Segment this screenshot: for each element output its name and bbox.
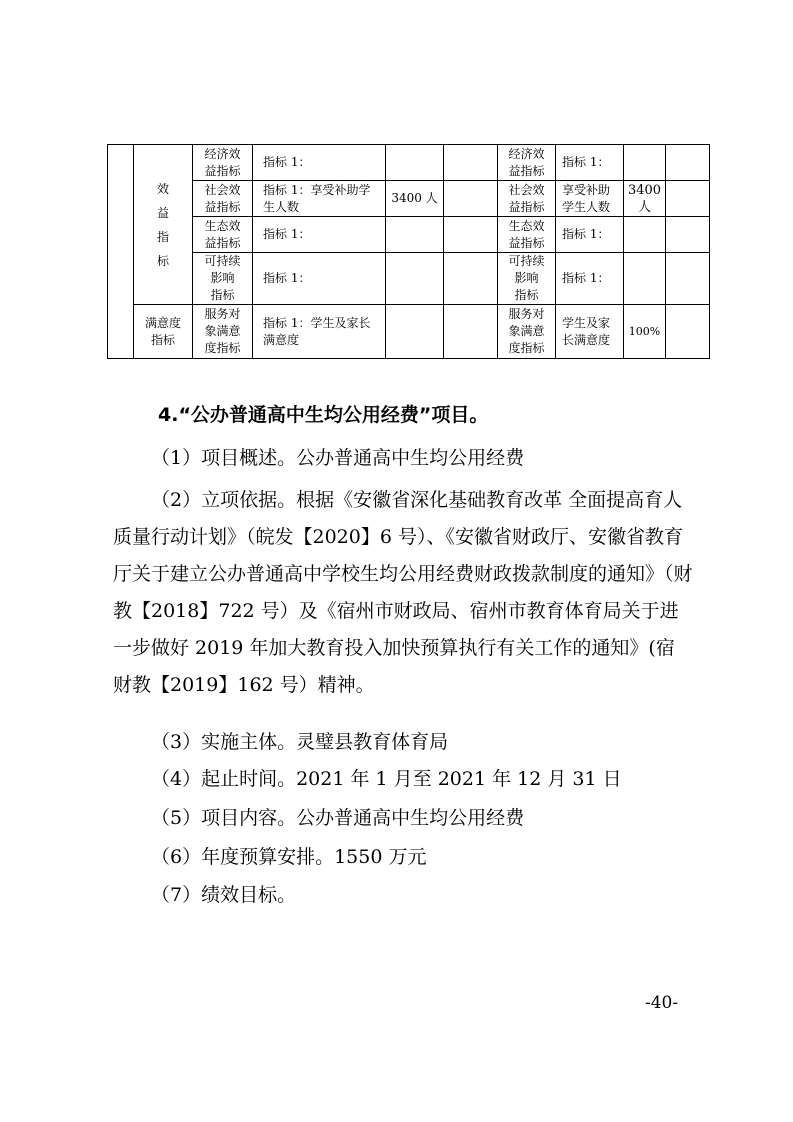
social-indicator: 指标 1：享受补助学 生人数 bbox=[253, 181, 386, 217]
blank-cell bbox=[666, 145, 710, 181]
economic-benefit-label-2: 经济效 益指标 bbox=[498, 145, 556, 181]
economic-value bbox=[386, 145, 444, 181]
satisfaction-indicator: 指标 1：学生及家长 满意度 bbox=[253, 305, 386, 359]
satisfaction-value-2: 100% bbox=[624, 305, 666, 359]
paragraph-executor: （3）实施主体。灵璧县教育体育局 bbox=[151, 731, 449, 753]
ecological-benefit-label-2: 生态效 益指标 bbox=[498, 217, 556, 253]
ecological-indicator-2: 指标 1： bbox=[556, 217, 624, 253]
blank-cell bbox=[444, 253, 498, 305]
sustainable-value bbox=[386, 253, 444, 305]
ecological-benefit-label: 生态效 益指标 bbox=[193, 217, 253, 253]
paragraph-period: （4）起止时间。2021 年 1 月至 2021 年 12 月 31 日 bbox=[151, 768, 622, 790]
economic-value-2 bbox=[624, 145, 666, 181]
paragraph-basis: （2）立项依据。根据《安徽省深化基础教育改革 全面提高育人质量行动计划》（皖发【2020】6 号）、《安徽省财政厅、安徽省教育厅关于建立公办普通高中学校生均公用经费财政拨款制度的通知》（财教【2018】722 号）及《宿州市财政局、宿州市教育体育局关于进一步做好 2019 年加大教育投入加快预算执行有关工作的通知》(宿财教【2019】162 号）精神。 bbox=[113, 489, 693, 696]
satisfaction-label-2: 服务对 象满意 度指标 bbox=[498, 305, 556, 359]
blank-cell bbox=[444, 305, 498, 359]
performance-indicator-table bbox=[107, 144, 710, 359]
ecological-value bbox=[386, 217, 444, 253]
sustainable-impact-label-2: 可持续 影响 指标 bbox=[498, 253, 556, 305]
satisfaction-indicator-2: 学生及家 长满意度 bbox=[556, 305, 624, 359]
blank-cell bbox=[666, 217, 710, 253]
economic-indicator-2: 指标 1： bbox=[556, 145, 624, 181]
sustainable-impact-label: 可持续 影响 指标 bbox=[193, 253, 253, 305]
social-indicator-2: 享受补助 学生人数 bbox=[556, 181, 624, 217]
sustainable-indicator-2: 指标 1： bbox=[556, 253, 624, 305]
benefit-indicator-category: 效 益 指 标 bbox=[134, 145, 193, 305]
satisfaction-value bbox=[386, 305, 444, 359]
blank-cell bbox=[444, 217, 498, 253]
economic-indicator: 指标 1： bbox=[253, 145, 386, 181]
social-benefit-label: 社会效 益指标 bbox=[193, 181, 253, 217]
ecological-value-2 bbox=[624, 217, 666, 253]
satisfaction-indicator-category: 满意度 指标 bbox=[134, 305, 193, 359]
blank-cell bbox=[444, 181, 498, 217]
blank-cell bbox=[444, 145, 498, 181]
paragraph-goals: （7）绩效目标。 bbox=[151, 884, 297, 906]
paragraph-overview: （1）项目概述。公办普通高中生均公用经费 bbox=[151, 447, 525, 469]
blank-cell bbox=[666, 305, 710, 359]
ecological-indicator: 指标 1： bbox=[253, 217, 386, 253]
economic-benefit-label: 经济效 益指标 bbox=[193, 145, 253, 181]
social-value: 3400 人 bbox=[386, 181, 444, 217]
social-benefit-label-2: 社会效 益指标 bbox=[498, 181, 556, 217]
blank-cell bbox=[666, 253, 710, 305]
page-number: -40- bbox=[645, 993, 679, 1013]
section-heading: 4.“公办普通高中生均公用经费”项目。 bbox=[158, 404, 489, 426]
paragraph-content: （5）项目内容。公办普通高中生均公用经费 bbox=[151, 807, 525, 829]
social-value-2: 3400 人 bbox=[624, 181, 666, 217]
blank-first-column bbox=[108, 145, 134, 359]
sustainable-indicator: 指标 1： bbox=[253, 253, 386, 305]
blank-cell bbox=[666, 181, 710, 217]
satisfaction-label: 服务对 象满意 度指标 bbox=[193, 305, 253, 359]
paragraph-budget: （6）年度预算安排。1550 万元 bbox=[151, 846, 427, 868]
sustainable-value-2 bbox=[624, 253, 666, 305]
